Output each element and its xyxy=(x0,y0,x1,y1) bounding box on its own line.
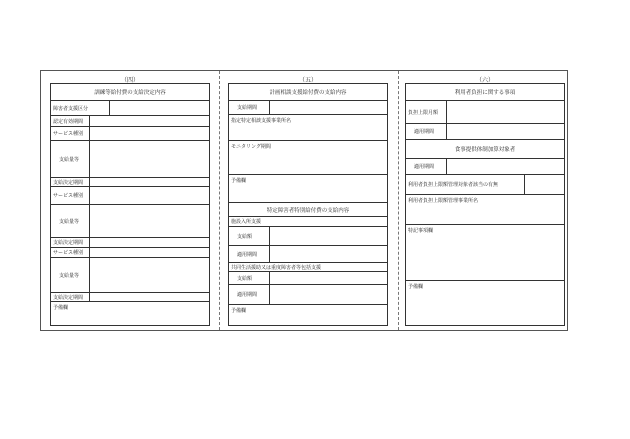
table-row xyxy=(406,225,564,281)
field-label: 利用者負担上限額管理対象者該当の有無 xyxy=(408,182,499,188)
table-row xyxy=(51,127,209,141)
panel-number: （五） xyxy=(298,77,317,84)
field-label: 支給量等 xyxy=(59,218,80,225)
field-label: 適用期間 xyxy=(414,164,435,170)
table-header-row xyxy=(406,84,564,101)
panel-number: （六） xyxy=(475,77,494,84)
field-label: 施設入所支援 xyxy=(231,219,262,225)
table-row xyxy=(229,101,387,115)
benefits-table xyxy=(50,83,210,326)
table-row xyxy=(51,178,209,187)
table-row xyxy=(229,115,387,141)
field-label: 予備欄 xyxy=(231,308,247,314)
field-label: 適用期間 xyxy=(237,292,258,298)
field-label: 特記事項欄 xyxy=(408,228,434,234)
table-row xyxy=(406,159,564,175)
field-label: 適用期間 xyxy=(414,129,435,135)
field-label: 共同生活援助又は重度障害者等包括支援 xyxy=(231,264,322,271)
table-row xyxy=(51,116,209,127)
field-label: 支給決定期間 xyxy=(53,294,84,301)
table-row xyxy=(229,141,387,175)
fold-line-1 xyxy=(219,71,220,330)
field-label: 予備欄 xyxy=(53,305,69,311)
field-label: 食事提供体制加算対象者 xyxy=(454,147,516,153)
table-header-row xyxy=(229,84,387,101)
table-row xyxy=(229,305,387,327)
table-row xyxy=(51,101,209,116)
table-row xyxy=(406,281,564,327)
table-row xyxy=(51,258,209,293)
table-row xyxy=(406,175,564,195)
field-label: 支給量等 xyxy=(59,272,80,279)
field-label: 支給額 xyxy=(237,233,253,240)
certificate-frame xyxy=(40,70,568,331)
table-row xyxy=(51,248,209,258)
table-row xyxy=(229,227,387,246)
table-row xyxy=(229,285,387,305)
panel-training-benefits xyxy=(50,73,210,326)
field-label: 障害者支援区分 xyxy=(53,105,89,112)
field-label: 予備欄 xyxy=(408,284,424,290)
table-row xyxy=(51,293,209,302)
table-row xyxy=(229,272,387,285)
field-label: 支給量等 xyxy=(59,156,80,163)
field-label: サービス種別 xyxy=(53,193,84,199)
panel-consultation-benefits xyxy=(228,73,388,326)
table-row xyxy=(51,205,209,238)
panel-number: （四） xyxy=(120,77,139,84)
field-label: 適用期間 xyxy=(237,251,258,258)
field-label: 支給決定期間 xyxy=(53,179,84,186)
field-label: サービス種別 xyxy=(53,131,84,137)
section-header: 特定障害者特別給付費の支給内容 xyxy=(266,207,350,214)
section-header: 利用者負担に関する事項 xyxy=(454,90,516,96)
table-row xyxy=(51,187,209,205)
table-row xyxy=(406,140,564,159)
fold-line-2 xyxy=(398,71,399,330)
field-label: 認定有効期間 xyxy=(53,118,84,125)
table-header-row xyxy=(229,203,387,217)
table-row xyxy=(229,175,387,203)
section-header: 計画相談支援給付費の支給内容 xyxy=(269,90,347,96)
consultation-table xyxy=(228,83,388,326)
table-row xyxy=(229,217,387,227)
table-row xyxy=(406,101,564,124)
field-label: 負担上限月額 xyxy=(408,109,439,116)
field-label: モニタリング期間 xyxy=(231,144,271,150)
field-label: サービス種別 xyxy=(53,250,84,256)
field-label: 予備欄 xyxy=(231,178,247,184)
table-row xyxy=(229,263,387,272)
field-label: 支給額 xyxy=(237,275,253,282)
field-label: 指定特定相談支援事業所名 xyxy=(231,118,292,124)
table-row xyxy=(51,238,209,248)
table-row xyxy=(406,195,564,225)
field-label: 利用者負担上限額管理事業所名 xyxy=(408,198,479,204)
field-label: 支給期間 xyxy=(237,105,258,111)
panel-user-burden xyxy=(405,73,565,326)
burden-table xyxy=(405,83,565,326)
table-row xyxy=(51,141,209,178)
section-header: 訓練等給付費の支給決定内容 xyxy=(94,90,166,96)
field-label: 支給決定期間 xyxy=(53,240,84,246)
table-row xyxy=(51,302,209,327)
table-row xyxy=(406,124,564,140)
table-row xyxy=(229,246,387,263)
table-header-row xyxy=(51,84,209,101)
